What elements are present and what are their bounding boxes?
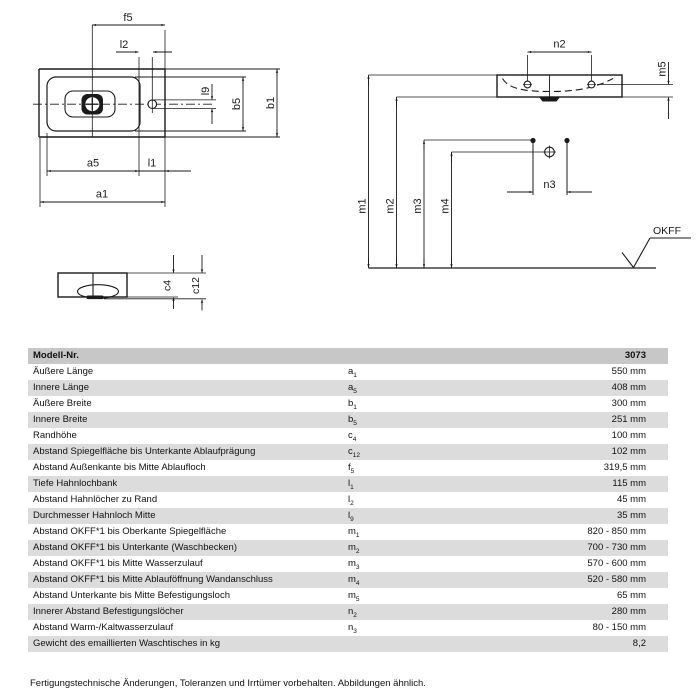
spec-symbol: $n_2$ [348,606,357,619]
spec-table [28,348,668,652]
spec-label: Innerer Abstand Befestigungslöcher [33,606,184,617]
drain-fitting [539,97,560,102]
table-header-row [28,348,668,364]
spec-label: Äußere Breite [33,398,92,409]
dim-label-b1: b1 [265,96,277,110]
dim-label-n3: n3 [543,179,556,191]
dim-label-c12: c12 [190,277,202,294]
spec-value: 80 - 150 mm [592,622,646,633]
dim-label-b5: b5 [231,97,243,111]
spec-label: Innere Breite [33,414,88,425]
dim-label-m1: m1 [356,198,369,214]
spec-label: Abstand Außenkante bis Mitte Ablaufloch [33,462,206,473]
table-row [28,412,668,428]
spec-symbol: $c_{12}$ [348,446,360,459]
spec-symbol: $l_9$ [348,510,354,523]
spec-label: Randhöhe [33,430,77,441]
dim-label-a5: a5 [86,157,100,170]
table-row [28,636,668,652]
dim-label-l9: l9 [200,86,212,96]
dim-label-m4: m4 [439,198,452,214]
spec-symbol: $n_3$ [348,622,357,635]
table-row [28,540,668,556]
dim-label-l1: l1 [147,157,157,170]
spec-label: Innere Länge [33,382,89,393]
spec-value: 8,2 [632,638,646,649]
spec-value: 100 mm [611,430,646,441]
spec-symbol: $m_4$ [348,574,360,587]
spec-symbol: $m_2$ [348,542,360,555]
spec-symbol: $l_1$ [348,478,354,491]
spec-value: 520 - 580 mm [587,574,646,585]
top-view-drawing [33,25,280,207]
footer-note: Fertigungstechnische Änderungen, Toleranzen und Irrtümer vorbehalten. Abbildungen ähnlich. [30,678,426,689]
table-row [28,396,668,412]
model-number-value: 3073 [624,350,646,361]
side-profile-drawing [58,255,206,311]
spec-label: Abstand Spiegelfläche bis Unterkante Ablaufprägung [33,446,256,457]
spec-value: 280 mm [611,606,646,617]
dim-label-f5: f5 [123,12,133,24]
spec-symbol: $a_5$ [348,382,357,395]
spec-symbol: $m_3$ [348,558,360,571]
table-row [28,524,668,540]
dim-label-m3: m3 [412,198,424,214]
table-row [28,364,668,380]
spec-label: Abstand Warm-/Kaltwasserzulauf [33,622,174,633]
spec-value: 35 mm [616,510,646,521]
spec-value: 319,5 mm [603,462,646,473]
table-row [28,588,668,604]
table-row [28,380,668,396]
dim-label-m5: m5 [656,61,669,77]
dim-label-m2: m2 [384,198,397,214]
spec-symbol: $c_4$ [348,430,357,443]
spec-value: 251 mm [611,414,646,425]
spec-value: 115 mm [612,478,646,489]
table-row [28,492,668,508]
spec-symbol: $a_1$ [348,366,357,379]
spec-label: Abstand OKFF*1 bis Unterkante (Waschbecken) [33,542,237,553]
table-row [28,508,668,524]
spec-value: 102 mm [611,446,646,457]
spec-label: Tiefe Hahnlochbank [33,478,118,489]
spec-symbol: $b_5$ [348,414,357,427]
table-row [28,620,668,636]
spec-label: Gewicht des emaillierten Waschtisches in kg [33,638,221,649]
spec-table-rows [28,364,668,652]
spec-symbol: $m_5$ [348,590,360,603]
dim-label-l2: l2 [119,39,129,51]
drain-outlet-symbol [543,146,556,159]
dim-label-n2: n2 [553,38,566,51]
table-row [28,604,668,620]
dim-label-c4: c4 [161,279,174,292]
water-supply-right [564,138,569,143]
spec-value: 700 - 730 mm [587,542,646,553]
table-row [28,444,668,460]
spec-value: 408 mm [611,382,646,393]
spec-symbol: $b_1$ [348,398,357,411]
table-row [28,428,668,444]
spec-label: Abstand Hahnlöcher zu Rand [33,494,158,505]
spec-label: Abstand OKFF*1 bis Mitte Wasserzulauf [33,558,203,569]
table-row [28,556,668,572]
okff-floor-symbol [622,238,691,268]
water-supply-left [530,138,535,143]
okff-label: OKFF [653,225,681,237]
spec-symbol: $l_2$ [348,494,354,507]
spec-symbol: $m_1$ [348,526,360,539]
dim-label-a1: a1 [95,188,109,201]
spec-value: 550 mm [611,366,646,377]
spec-value: 570 - 600 mm [587,558,646,569]
spec-label: Durchmesser Hahnloch Mitte [33,510,156,521]
spec-label: Abstand OKFF*1 bis Oberkante Spiegelfläche [33,526,227,537]
spec-value: 300 mm [611,398,646,409]
spec-symbol: $f_5$ [348,462,355,475]
table-row [28,460,668,476]
spec-value: 45 mm [616,494,646,505]
spec-value: 65 mm [616,590,646,601]
table-row [28,572,668,588]
spec-value: 820 - 850 mm [587,526,646,537]
spec-label: Abstand OKFF*1 bis Mitte Ablauföffnung Wandanschluss [33,574,273,585]
spec-label: Äußere Länge [33,366,94,377]
front-view-drawing [369,52,692,268]
model-number-label: Modell-Nr. [33,350,79,361]
spec-label: Abstand Unterkante bis Mitte Befestigungsloch [33,590,230,601]
table-row [28,476,668,492]
